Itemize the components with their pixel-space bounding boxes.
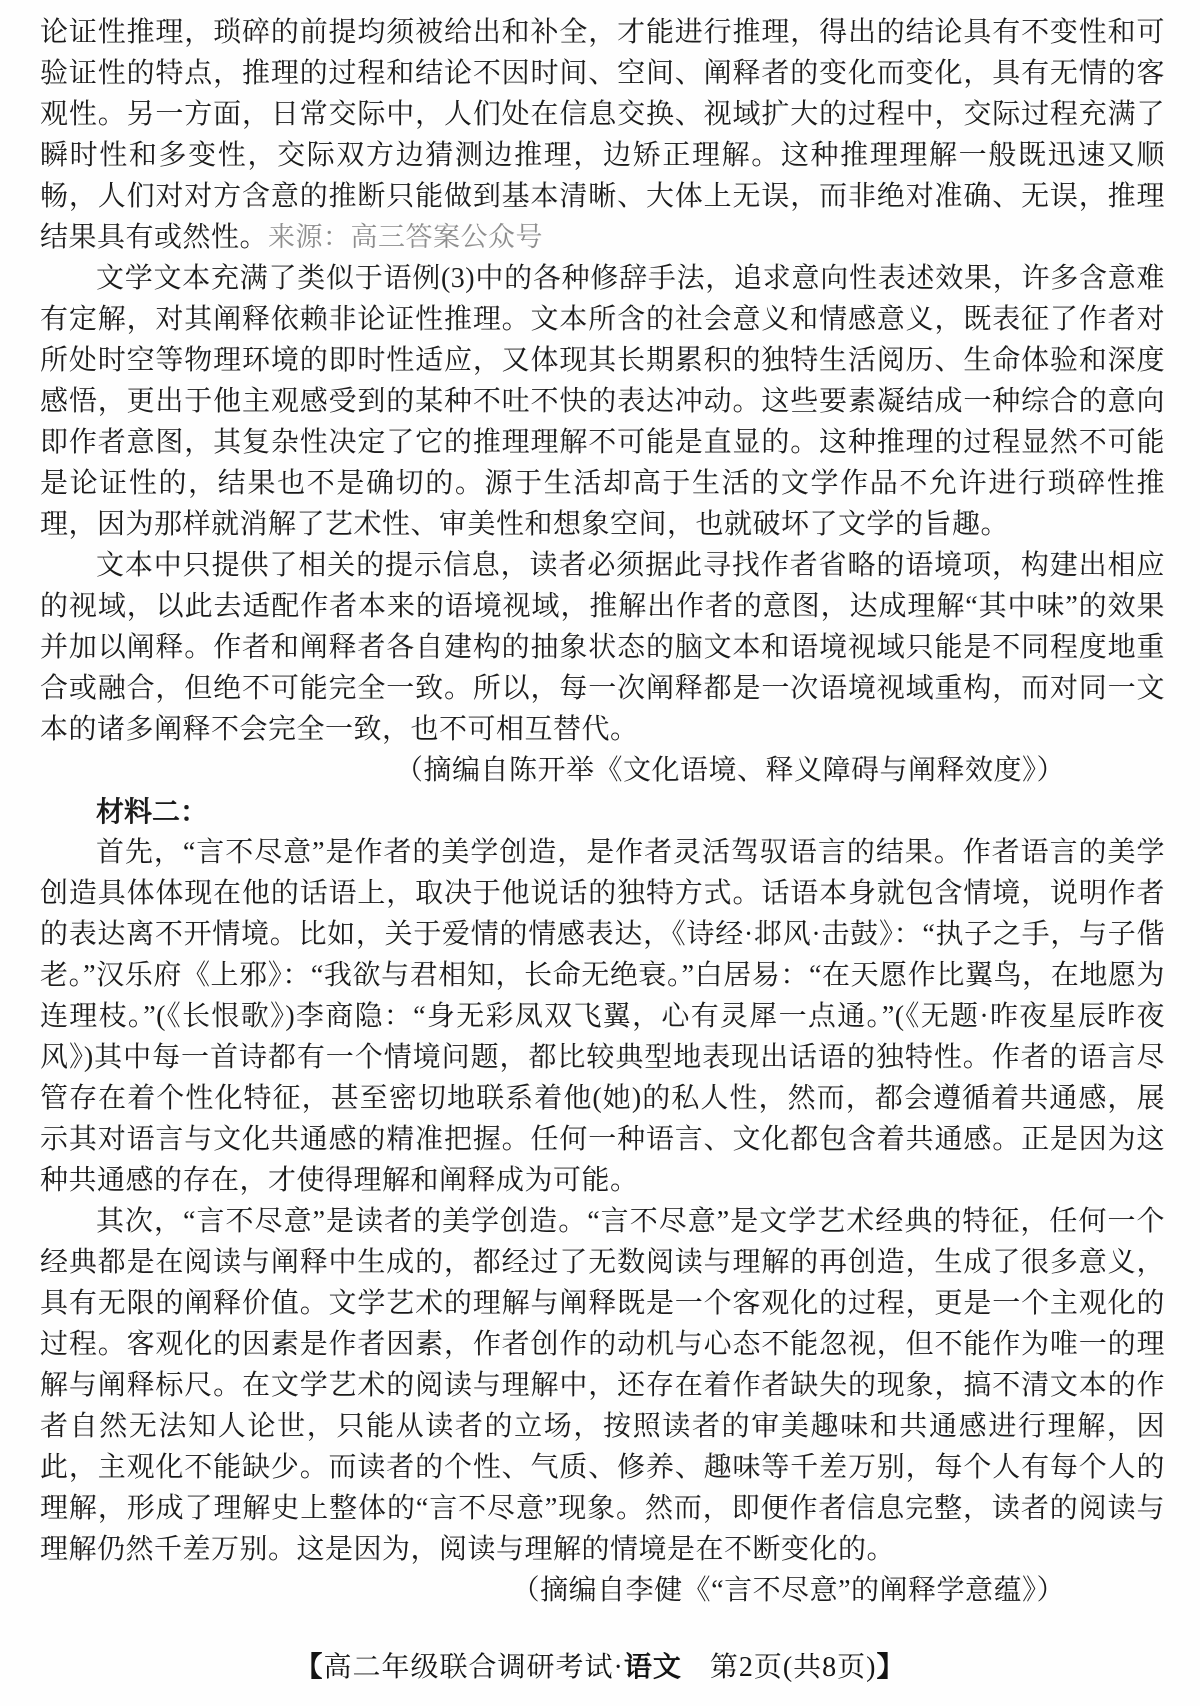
material1-attribution: （摘编自陈开举《文化语境、释义障碍与阐释效度》） [394,755,1065,786]
page-footer [0,1647,1200,1688]
footer-page-info: 第2页(共8页) [709,1652,877,1683]
footer-exam-title: 高二年级联合调研考试 [323,1652,614,1683]
material2-paragraph-2-text: 其次，“言不尽意”是读者的美学创造。“言不尽意”是文学艺术经典的特征，任何一个经典都是在阅读与阐释中生成的，都经过了无数阅读与理解的再创造，生成了很多意义，具有无限的阐释价值。文学艺术的理解与阐释既是一个客观化的过程，更是一个主观化的过程。客观化的因素是作者因素，作者创作的动机与心态不能忽视，但不能作为唯一的理解与阐释标尺。在文学艺术的阅读与理解中，还存在着作者缺失的现象，搞不清文本的作者自然无法知人论世，只能从读者的立场，按照读者的审美趣味和共通感进行理解，因此，主观化不能缺少。而读者的个性、气质、修养、趣味等千差万别，每个人有每个人的理解，形成了理解史上整体的“言不尽意”现象。然而，即便作者信息完整，读者的阅读与理解仍然千差万别。这是因为，阅读与理解的情境是在不断变化的。 [40,1206,1165,1565]
footer-subject: 语文 [623,1651,682,1682]
material2-heading: 材料二： [96,796,209,827]
material1-paragraph-1-text: 论证性推理，琐碎的前提均须被给出和补全，才能进行推理，得出的结论具有不变性和可验证性的特点，推理的过程和结论不因时间、空间、阐释者的变化而变化，具有无情的客观性。另一方面，日常交际中，人们处在信息交换、视域扩大的过程中，交际过程充满了瞬时性和多变性，交际双方边猜测边推理，边矫正理解。这种推理理解一般既迅速又顺畅，人们对对方含意的推断只能做到基本清晰、大体上无误，而非绝对准确、无误，推理结果具有或然性。 [40,17,1165,253]
material1-paragraph-3 [40,545,1165,750]
material2-paragraph-1 [40,832,1165,1201]
material1-paragraph-3-text: 文本中只提供了相关的提示信息，读者必须据此寻找作者省略的语境项，构建出相应的视域，以此去适配作者本来的语境视域，推解出作者的意图，达成理解“其中味”的效果并加以阐释。作者和阐释者各自建构的抽象状态的脑文本和语境视域只能是不同程度地重合或融合，但绝不可能完全一致。所以，每一次阐释都是一次语境视域重构，而对同一文本的诸多阐释不会完全一致，也不可相互替代。 [40,550,1165,745]
footer-separator: · [613,1652,624,1683]
material1-paragraph-2 [40,258,1165,545]
page-content [40,12,1165,1611]
footer-bracket-open: 【 [294,1651,324,1682]
footer-bracket-close: 】 [876,1651,906,1682]
material2-paragraph-1-text: 首先，“言不尽意”是作者的美学创造，是作者灵活驾驭语言的结果。作者语言的美学创造具体体现在他的话语上，取决于他说话的独特方式。话语本身就包含情境，说明作者的表达离不开情境。比如，关于爱情的情感表达，《诗经·邶风·击鼓》：“执子之手，与子偕老。”汉乐府《上邪》：“我欲与君相知，长命无绝衰。”白居易：“在天愿作比翼鸟，在地愿为连理枝。”(《长恨歌》)李商隐：“身无彩凤双飞翼，心有灵犀一点通。”(《无题·昨夜星辰昨夜风》)其中每一首诗都有一个情境问题，都比较典型地表现出话语的独特性。作者的语言尽管存在着个性化特征，甚至密切地联系着他(她)的私人性，然而，都会遵循着共通感，展示其对语言与文化共通感的精准把握。任何一种语言、文化都包含着共通感。正是因为这种共通感的存在，才使得理解和阐释成为可能。 [40,837,1165,1196]
material2-paragraph-2 [40,1201,1165,1570]
material1-paragraph-1 [40,12,1165,258]
material1-paragraph-2-text: 文学文本充满了类似于语例(3)中的各种修辞手法，追求意向性表述效果，许多含意难有定解，对其阐释依赖非论证性推理。文本所含的社会意义和情感意义，既表征了作者对所处时空等物理环境的即时性适应，又体现其长期累积的独特生活阅历、生命体验和深度感悟，更出于他主观感受到的某种不吐不快的表达冲动。这些要素凝结成一种综合的意向即作者意图，其复杂性决定了它的推理理解不可能是直显的。这种推理的过程显然不可能是论证性的，结果也不是确切的。源于生活却高于生活的文学作品不允许进行琐碎性推理，因为那样就消解了艺术性、审美性和想象空间，也就破坏了文学的旨趣。 [40,263,1165,540]
source-watermark: 来源：高三答案公众号 [268,222,544,252]
material2-attribution: （摘编自李健《“言不尽意”的阐释学意蕴》） [511,1575,1065,1606]
